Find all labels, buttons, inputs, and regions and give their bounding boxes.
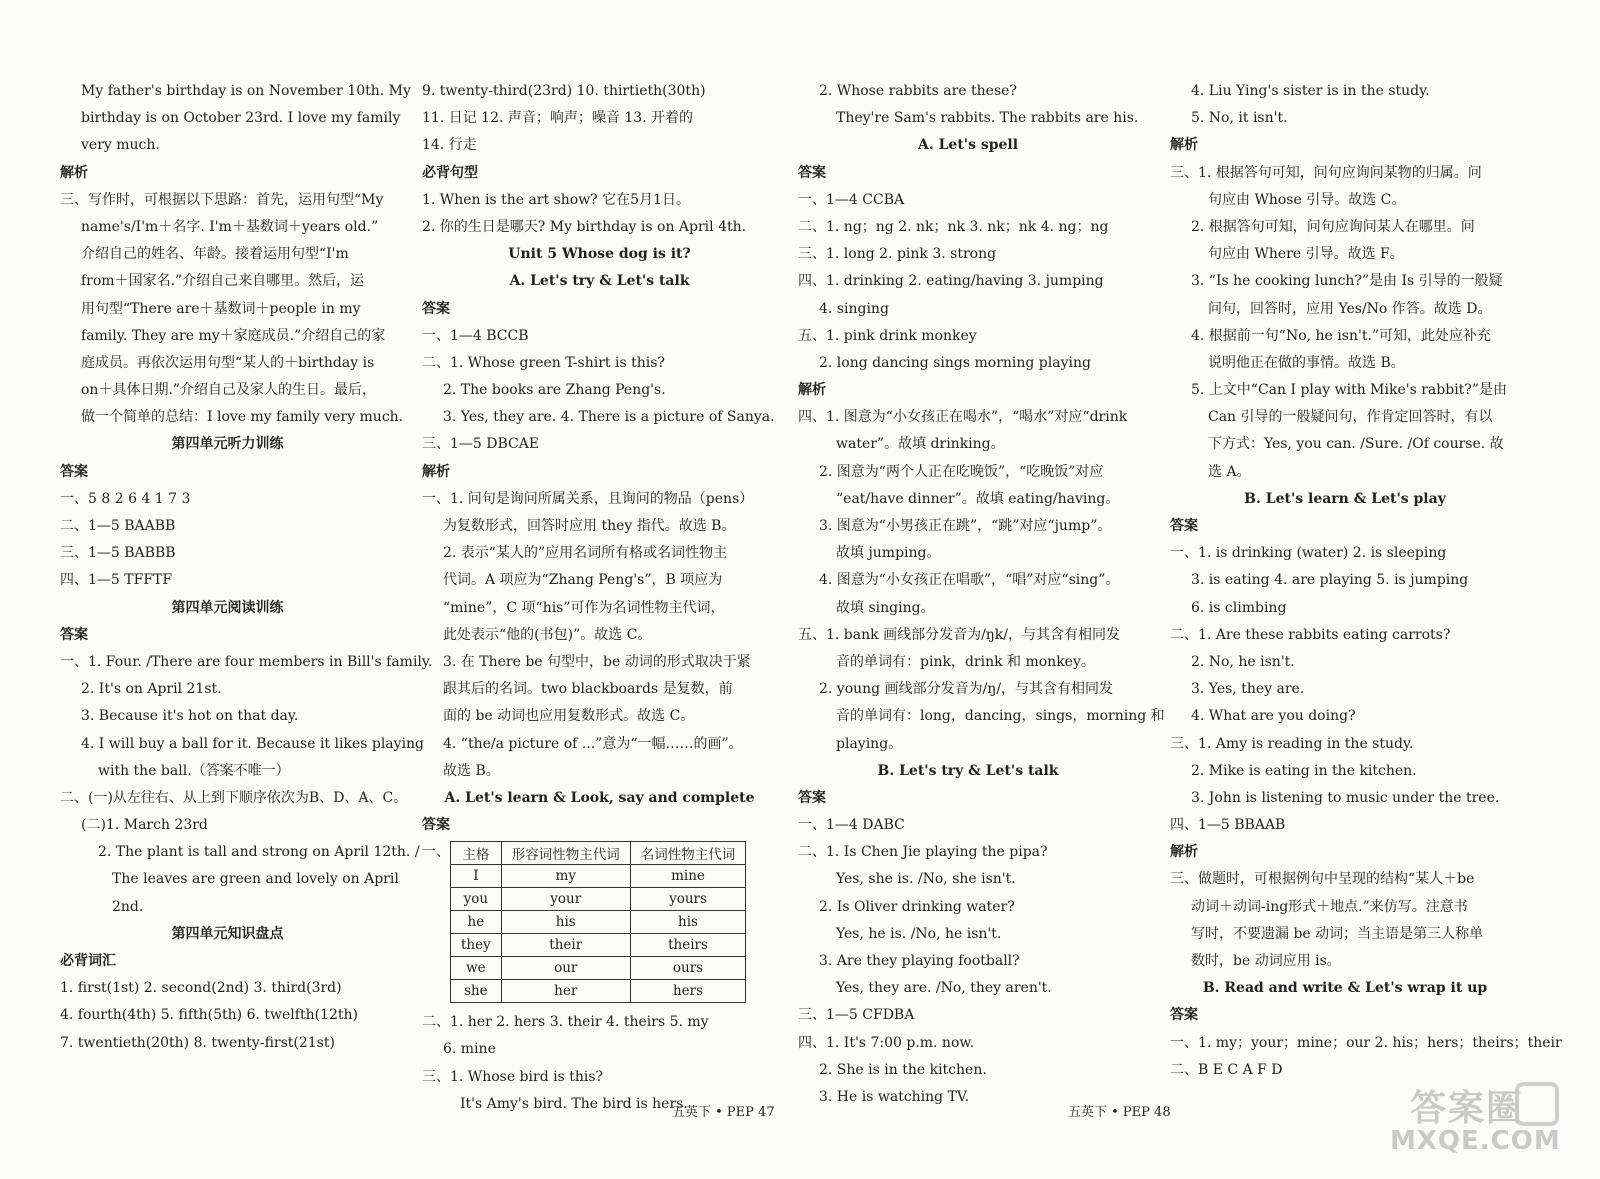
text-line: 二、1—5 BAABB	[60, 518, 176, 534]
table-cell: his	[501, 911, 630, 934]
text-line: It's Amy's bird. The bird is hers.	[460, 1095, 688, 1112]
text-line: 一、1—4 BCCB	[422, 327, 529, 344]
subsection-label: 答案	[60, 463, 88, 480]
section-heading: A. Let's learn & Look, say and complete	[444, 789, 755, 806]
page-number-right: 五英下 • PEP 48	[1068, 1105, 1171, 1120]
subsection-label: 答案	[1170, 518, 1198, 534]
text-line: 音的单词有：pink，drink 和 monkey。	[836, 653, 1095, 670]
text-line: 三、做题时，可根据例句中呈现的结构“某人＋be	[1170, 871, 1475, 888]
table-cell: hers	[630, 980, 746, 1003]
text-line: family. They are my＋家庭成员.”介绍自己的家	[81, 327, 386, 344]
text-line: 五、1. pink drink monkey	[798, 327, 977, 344]
subsection-label: 答案	[60, 626, 88, 643]
text-line: Yes, she is. /No, she isn't.	[836, 871, 1016, 888]
subsection-label: 必背词汇	[60, 953, 116, 969]
section-heading: A. Let's spell	[917, 137, 1019, 154]
text-line: (二)1. March 23rd	[81, 817, 208, 834]
text-line: 3. 图意为“小男孩正在跳”，“跳”对应“jump”。	[819, 518, 1112, 534]
text-line: 3. 在 There be 句型中，be 动词的形式取决于紧	[443, 653, 751, 670]
text-line: Can 引导的一般疑问句，作肯定回答时，有以	[1208, 409, 1493, 426]
text-line: 一、1. Four. /There are four members in Bill's family.	[60, 653, 433, 670]
text-line: 2. Mike is eating in the kitchen.	[1191, 762, 1417, 779]
text-line: 四、1. drinking 2. eating/having 3. jumping	[798, 273, 1104, 290]
text-line: 4. 图意为“小女孩正在唱歌”，“唱”对应“sing”。	[819, 572, 1120, 589]
text-line: 五、1. bank 画线部分发音为/ŋk/，与其含有相同发	[798, 626, 1120, 643]
table-header-cell: 形容词性物主代词	[501, 842, 630, 865]
text-line: 3. is eating 4. are playing 5. is jumping	[1191, 572, 1469, 589]
text-line: 三、1—5 BABBB	[60, 545, 176, 562]
pronoun-table	[450, 841, 746, 1003]
text-line: 4. “the/a picture of ...”意为“一幅……的画”。	[443, 735, 743, 752]
text-line: 三、1. 根据答句可知，问句应询问某物的归属。问	[1170, 164, 1482, 181]
text-line: 四、1. 图意为“小女孩正在喝水”，“喝水”对应“drink	[798, 409, 1128, 426]
text-line: 2nd.	[112, 898, 144, 915]
watermark-logo	[1380, 1080, 1565, 1160]
subsection-label: 答案	[798, 789, 826, 806]
subsection-label: 解析	[1170, 844, 1198, 861]
text-line: “mine”，C 项“his”可作为名词性物主代词，	[443, 599, 725, 616]
text-line: 4. 根据前一句“No, he isn't.”可知，此处应补充	[1191, 327, 1492, 344]
table-cell: we	[451, 957, 502, 980]
text-line: “eat/have dinner”。故填 eating/having。	[836, 490, 1120, 507]
table-cell: your	[501, 888, 630, 911]
table-row	[451, 911, 746, 934]
subsection-label: 答案	[422, 817, 450, 834]
text-line: 庭成员。再依次运用句型“某人的＋birthday is	[81, 354, 375, 371]
text-line: 2. She is in the kitchen.	[819, 1061, 987, 1078]
text-line: water”。故填 drinking。	[836, 436, 1005, 453]
table-header-cell: 主格	[451, 842, 502, 865]
text-line: 用句型“There are＋基数词＋people in my	[81, 300, 361, 317]
subsection-label: 答案	[1170, 1007, 1198, 1024]
text-line: 此处表示“他的(书包)”。故选 C。	[443, 626, 652, 643]
table-cell: his	[630, 911, 746, 934]
text-line: 句应由 Whose 引导。故选 C。	[1208, 191, 1406, 208]
table-prefix: 一、	[422, 844, 450, 861]
text-line: 故填 jumping。	[836, 545, 941, 562]
text-line: 故选 B。	[443, 762, 500, 779]
text-line: Yes, they are. /No, they aren't.	[836, 980, 1052, 997]
section-heading: 第四单元知识盘点	[171, 925, 284, 942]
table-header-cell: 名词性物主代词	[630, 842, 746, 865]
text-line: 三、1. long 2. pink 3. strong	[798, 246, 997, 263]
text-line: 2. The plant is tall and strong on April 12th. /	[98, 844, 420, 861]
subsection-label: 答案	[798, 164, 826, 181]
text-line: 2. 根据答句可知，问句应询问某人在哪里。问	[1191, 218, 1475, 235]
table-cell: their	[501, 934, 630, 957]
text-line: The leaves are green and lovely on April	[112, 871, 399, 888]
text-line: 3. Yes, they are. 4. There is a picture of Sanya.	[443, 409, 775, 426]
section-heading: B. Let's learn & Let's play	[1244, 490, 1446, 507]
text-line: 2. long dancing sings morning playing	[819, 354, 1091, 371]
table-cell: my	[501, 865, 630, 888]
text-line: 4. singing	[819, 300, 889, 317]
section-heading: B. Read and write & Let's wrap it up	[1202, 980, 1488, 997]
table-row	[451, 888, 746, 911]
table-row	[451, 934, 746, 957]
table-row	[451, 865, 746, 888]
text-line: 9. twenty-third(23rd) 10. thirtieth(30th)	[422, 83, 706, 99]
table-cell: he	[451, 911, 502, 934]
text-line: 1. first(1st) 2. second(2nd) 3. third(3rd)	[60, 980, 342, 997]
page-number-left: 五英下 • PEP 47	[672, 1105, 775, 1120]
text-line: 2. young 画线部分发音为/ŋ/，与其含有相同发	[819, 681, 1114, 698]
subsection-label: 解析	[1170, 137, 1198, 154]
section-heading: 第四单元听力训练	[171, 436, 284, 453]
text-line: 音的单词有：long，dancing，sings，morning 和	[836, 708, 1165, 725]
text-line: 2. 图意为“两个人正在吃晚饭”，“吃晚饭”对应	[819, 463, 1104, 480]
text-line: 一、1. my；your；mine；our 2. his；hers；theirs；their	[1170, 1034, 1562, 1051]
text-line: 2. 表示“某人的”应用名词所有格或名词性物主	[443, 545, 728, 562]
text-line: 2. 你的生日是哪天? My birthday is on April 4th.	[422, 218, 747, 235]
table-cell: I	[451, 865, 502, 888]
text-line: 写时，不要遗漏 be 动词；当主语是第三人称单	[1191, 925, 1484, 942]
table-cell: you	[451, 888, 502, 911]
text-line: They're Sam's rabbits. The rabbits are his.	[836, 110, 1139, 127]
text-line: 下方式：Yes, you can. /Sure. /Of course. 故	[1208, 436, 1504, 453]
text-line: 4. Liu Ying's sister is in the study.	[1191, 83, 1430, 99]
text-line: 动词＋动词-ing形式＋地点.”来仿写。注意书	[1191, 898, 1468, 915]
section-heading: Unit 5 Whose dog is it?	[508, 246, 691, 263]
text-line: 介绍自己的姓名、年龄。接着运用句型“I'm	[81, 246, 349, 263]
text-line: 二、(一)从左往右、从上到下顺序依次为B、D、A、C。	[60, 789, 408, 806]
text-line: 14. 行走	[422, 137, 477, 154]
text-line: birthday is on October 23rd. I love my family	[81, 110, 401, 127]
table-cell: her	[501, 980, 630, 1003]
subsection-label: 必背句型	[422, 164, 478, 181]
text-line: 四、1—5 TFFTF	[60, 572, 173, 589]
text-line: 4. What are you doing?	[1191, 708, 1356, 725]
text-line: 面的 be 动词也应用复数形式。故选 C。	[443, 708, 695, 725]
table-row	[451, 980, 746, 1003]
text-line: name's/I'm＋名字. I'm＋基数词＋years old.”	[81, 218, 379, 235]
text-line: 三、1. Amy is reading in the study.	[1170, 735, 1414, 752]
section-heading: 第四单元阅读训练	[171, 599, 284, 616]
text-line: 一、1. 问句是询问所属关系，且询问的物品（pens）	[422, 490, 754, 507]
text-line: 一、1—4 CCBA	[798, 191, 905, 208]
text-line: 2. No, he isn't.	[1191, 653, 1295, 670]
text-line: 三、写作时，可根据以下思路：首先，运用句型“My	[60, 191, 384, 208]
text-line: 句应由 Where 引导。故选 F。	[1208, 246, 1404, 263]
text-line: My father's birthday is on November 10th. My	[81, 83, 411, 99]
table-cell: she	[451, 980, 502, 1003]
text-line: on＋具体日期.”介绍自己及家人的生日。最后，	[81, 382, 377, 399]
text-line: from＋国家名.”介绍自己来自哪里。然后，运	[81, 273, 365, 290]
text-line: 6. is climbing	[1191, 599, 1287, 616]
text-line: 2. Is Oliver drinking water?	[819, 898, 1015, 915]
text-line: 二、1. Are these rabbits eating carrots?	[1170, 626, 1451, 643]
text-line: 代词。A 项应为“Zhang Peng's”，B 项应为	[443, 572, 723, 589]
watermark-text: 答案圈	[1410, 1088, 1525, 1129]
text-line: Yes, he is. /No, he isn't.	[836, 925, 1002, 942]
text-line: 2. It's on April 21st.	[81, 681, 222, 698]
text-line: 四、1. It's 7:00 p.m. now.	[798, 1034, 975, 1051]
text-line: 11. 日记 12. 声音；响声；噪音 13. 开着的	[422, 110, 694, 127]
text-line: 三、1—5 CFDBA	[798, 1007, 915, 1024]
text-line: 5. 上文中“Can I play with Mike's rabbit?”是由	[1191, 382, 1507, 399]
column-2	[422, 78, 777, 1118]
table-cell: our	[501, 957, 630, 980]
text-line: 为复数形式，回答时应用 they 指代。故选 B。	[443, 518, 736, 534]
text-line: 3. John is listening to music under the tree.	[1191, 789, 1500, 806]
text-line: 二、1. Whose green T-shirt is this?	[422, 354, 665, 371]
table-cell: theirs	[630, 934, 746, 957]
text-line: 跟其后的名词。two blackboards 是复数，前	[443, 681, 733, 698]
text-line: 2. The books are Zhang Peng's.	[443, 382, 666, 399]
text-line: 3. Because it's hot on that day.	[81, 708, 299, 725]
text-line: 故填 singing。	[836, 599, 935, 616]
text-line: 问句，回答时，应用 Yes/No 作答。故选 D。	[1208, 300, 1492, 317]
text-line: 3. Are they playing football?	[819, 953, 1020, 969]
text-line: 二、1. Is Chen Jie playing the pipa?	[798, 844, 1048, 861]
text-line: 6. mine	[443, 1041, 496, 1058]
table-row	[451, 957, 746, 980]
text-line: 二、B E C A F D	[1170, 1061, 1283, 1078]
text-line: 说明他正在做的事情。故选 B。	[1208, 354, 1405, 371]
pronoun-table-block	[422, 841, 777, 1003]
column-4	[1170, 78, 1562, 1084]
text-line: 三、1—5 DBCAE	[422, 436, 540, 453]
text-line: 一、1. is drinking (water) 2. is sleeping	[1170, 545, 1447, 562]
text-line: 1. When is the art show? 它在5月1日。	[422, 191, 690, 208]
text-line: 二、1. her 2. hers 3. their 4. theirs 5. my	[422, 1014, 709, 1031]
subsection-label: 答案	[422, 300, 450, 317]
text-line: 4. I will buy a ball for it. Because it likes playing	[81, 735, 425, 752]
text-line: 三、1. Whose bird is this?	[422, 1068, 604, 1085]
text-line: 一、1—4 DABC	[798, 817, 905, 834]
text-line: 四、1—5 BBAAB	[1170, 817, 1286, 834]
text-line: 做一个简单的总结：I love my family very much.	[81, 409, 404, 426]
watermark-url: MXQE.COM	[1390, 1126, 1561, 1156]
text-line: 数时，be 动词应用 is。	[1191, 953, 1341, 969]
table-cell: mine	[630, 865, 746, 888]
text-line: playing。	[836, 735, 903, 752]
text-line: 3. Yes, they are.	[1191, 681, 1305, 698]
text-line: 选 A。	[1208, 463, 1251, 480]
table-cell: they	[451, 934, 502, 957]
text-line: with the ball.（答案不唯一）	[98, 762, 290, 779]
section-heading: B. Let's try & Let's talk	[877, 762, 1059, 779]
subsection-label: 解析	[422, 463, 450, 480]
text-line: 3. He is watching TV.	[819, 1088, 970, 1105]
text-line: 3. “Is he cooking lunch?”是由 Is 引导的一般疑	[1191, 273, 1503, 290]
text-line: very much.	[81, 137, 160, 154]
text-line: 2. Whose rabbits are these?	[819, 83, 1017, 99]
table-cell: yours	[630, 888, 746, 911]
column-1	[60, 78, 433, 1057]
column-3	[798, 78, 1165, 1111]
text-line: 4. fourth(4th) 5. fifth(5th) 6. twelfth(12th)	[60, 1007, 358, 1024]
table-cell: ours	[630, 957, 746, 980]
subsection-label: 解析	[60, 164, 88, 181]
subsection-label: 解析	[798, 382, 826, 399]
section-heading: A. Let's try & Let's talk	[509, 273, 690, 290]
text-line: 一、5 8 2 6 4 1 7 3	[60, 490, 191, 507]
text-line: 5. No, it isn't.	[1191, 110, 1288, 127]
text-line: 二、1. ng；ng 2. nk；nk 3. nk；nk 4. ng；ng	[798, 218, 1109, 235]
text-line: 7. twentieth(20th) 8. twenty-first(21st)	[60, 1034, 335, 1051]
